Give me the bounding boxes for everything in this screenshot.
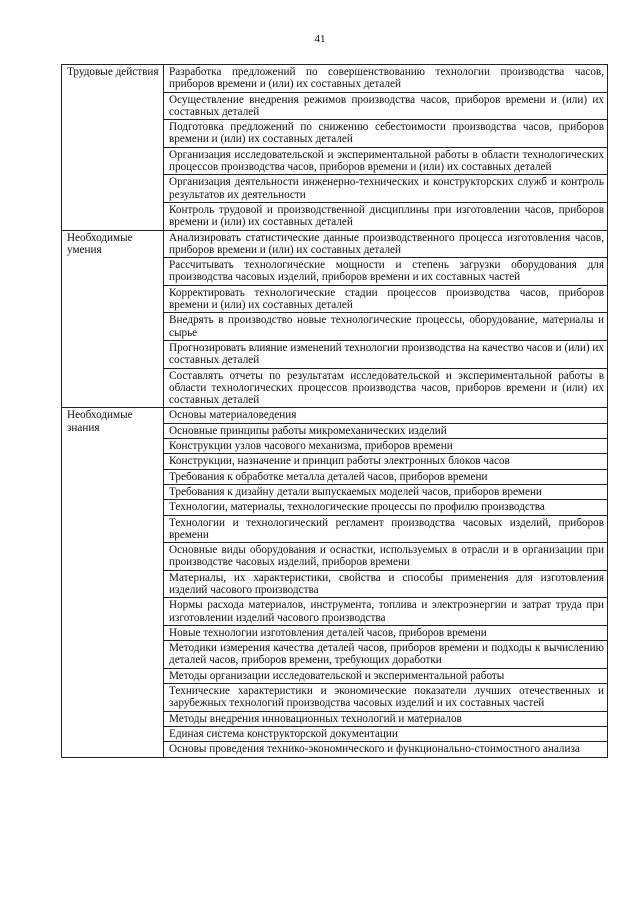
section-item: Внедрять в производство новые технологические процессы, оборудование, материалы и сырье — [164, 313, 608, 341]
section-item: Методы организации исследовательской и экспериментальной работы — [164, 668, 608, 683]
section-item: Осуществление внедрения режимов производства часов, приборов времени и (или) их составных деталей — [164, 92, 608, 120]
section-item: Конструкции узлов часового механизма, приборов времени — [164, 439, 608, 454]
section-item: Подготовка предложений по снижению себестоимости производства часов, приборов времени и (или) их составных деталей — [164, 120, 608, 148]
section-item: Разработка предложений по совершенствованию технологии производства часов, приборов времени и (или) их составных деталей — [164, 65, 608, 93]
table-row — [62, 65, 608, 93]
section-label: Необходимые знания — [62, 408, 164, 757]
table-body — [62, 65, 608, 758]
section-item: Организация исследовательской и экспериментальной работы в области технологических процессов производства часов, приборов времени и (или) их составных деталей — [164, 147, 608, 175]
section-item: Конструкции, назначение и принцип работы электронных блоков часов — [164, 454, 608, 469]
section-item: Рассчитывать технологические мощности и степень загрузки оборудования для производства часовых изделий, приборов времени и их составных частей — [164, 258, 608, 286]
section-label: Необходимые умения — [62, 230, 164, 408]
section-item: Методики измерения качества деталей часов, приборов времени и подходы к вычислению деталей часов, приборов времени, требующих доработки — [164, 641, 608, 669]
section-item: Прогнозировать влияние изменений технологии производства на качество часов и (или) их составных деталей — [164, 340, 608, 368]
section-item: Основы проведения технико-экономического и функционально-стоимостного анализа — [164, 742, 608, 757]
section-item: Нормы расхода материалов, инструмента, топлива и электроэнергии и затрат труда при изготовлении изделий часового производства — [164, 598, 608, 626]
section-item: Требования к обработке металла деталей часов, приборов времени — [164, 469, 608, 484]
section-item: Составлять отчеты по результатам исследовательской и экспериментальной работы в области технологических процессов производства часов, приборов времени и (или) их составных деталей — [164, 368, 608, 408]
page-number: 41 — [314, 33, 326, 45]
section-item: Контроль трудовой и производственной дисциплины при изготовлении часов, приборов времени и (или) их составных деталей — [164, 202, 608, 230]
section-item: Основные виды оборудования и оснастки, используемых в отрасли и в организации при производстве часовых изделий, приборов времени — [164, 543, 608, 571]
section-item: Анализировать статистические данные производственного процесса изготовления часов, приборов времени и (или) их составных деталей — [164, 230, 608, 258]
section-item: Основные принципы работы микромеханических изделий — [164, 423, 608, 438]
section-item: Требования к дизайну детали выпускаемых моделей часов, приборов времени — [164, 484, 608, 499]
table-row — [62, 230, 608, 258]
job-functions-table — [61, 64, 608, 758]
section-item: Основы материаловедения — [164, 408, 608, 423]
table-row — [62, 408, 608, 423]
section-item: Корректировать технологические стадии процессов производства часов, приборов времени и (или) их составных деталей — [164, 285, 608, 313]
section-label: Трудовые действия — [62, 65, 164, 231]
section-item: Единая система конструкторской документации — [164, 726, 608, 741]
section-item: Материалы, их характеристики, свойства и способы применения для изготовления изделий часового производства — [164, 570, 608, 598]
section-item: Технологии, материалы, технологические процессы по профилю производства — [164, 500, 608, 515]
section-item: Технические характеристики и экономические показатели лучших отечественных и зарубежных технологий производства часовых изделий и их составных частей — [164, 684, 608, 712]
section-item: Технологии и технологический регламент производства часовых изделий, приборов времени — [164, 515, 608, 543]
section-item: Методы внедрения инновационных технологий и материалов — [164, 711, 608, 726]
section-item: Новые технологии изготовления деталей часов, приборов времени — [164, 625, 608, 640]
section-item: Организация деятельности инженерно-технических и конструкторских служб и контроль результатов их деятельности — [164, 175, 608, 203]
